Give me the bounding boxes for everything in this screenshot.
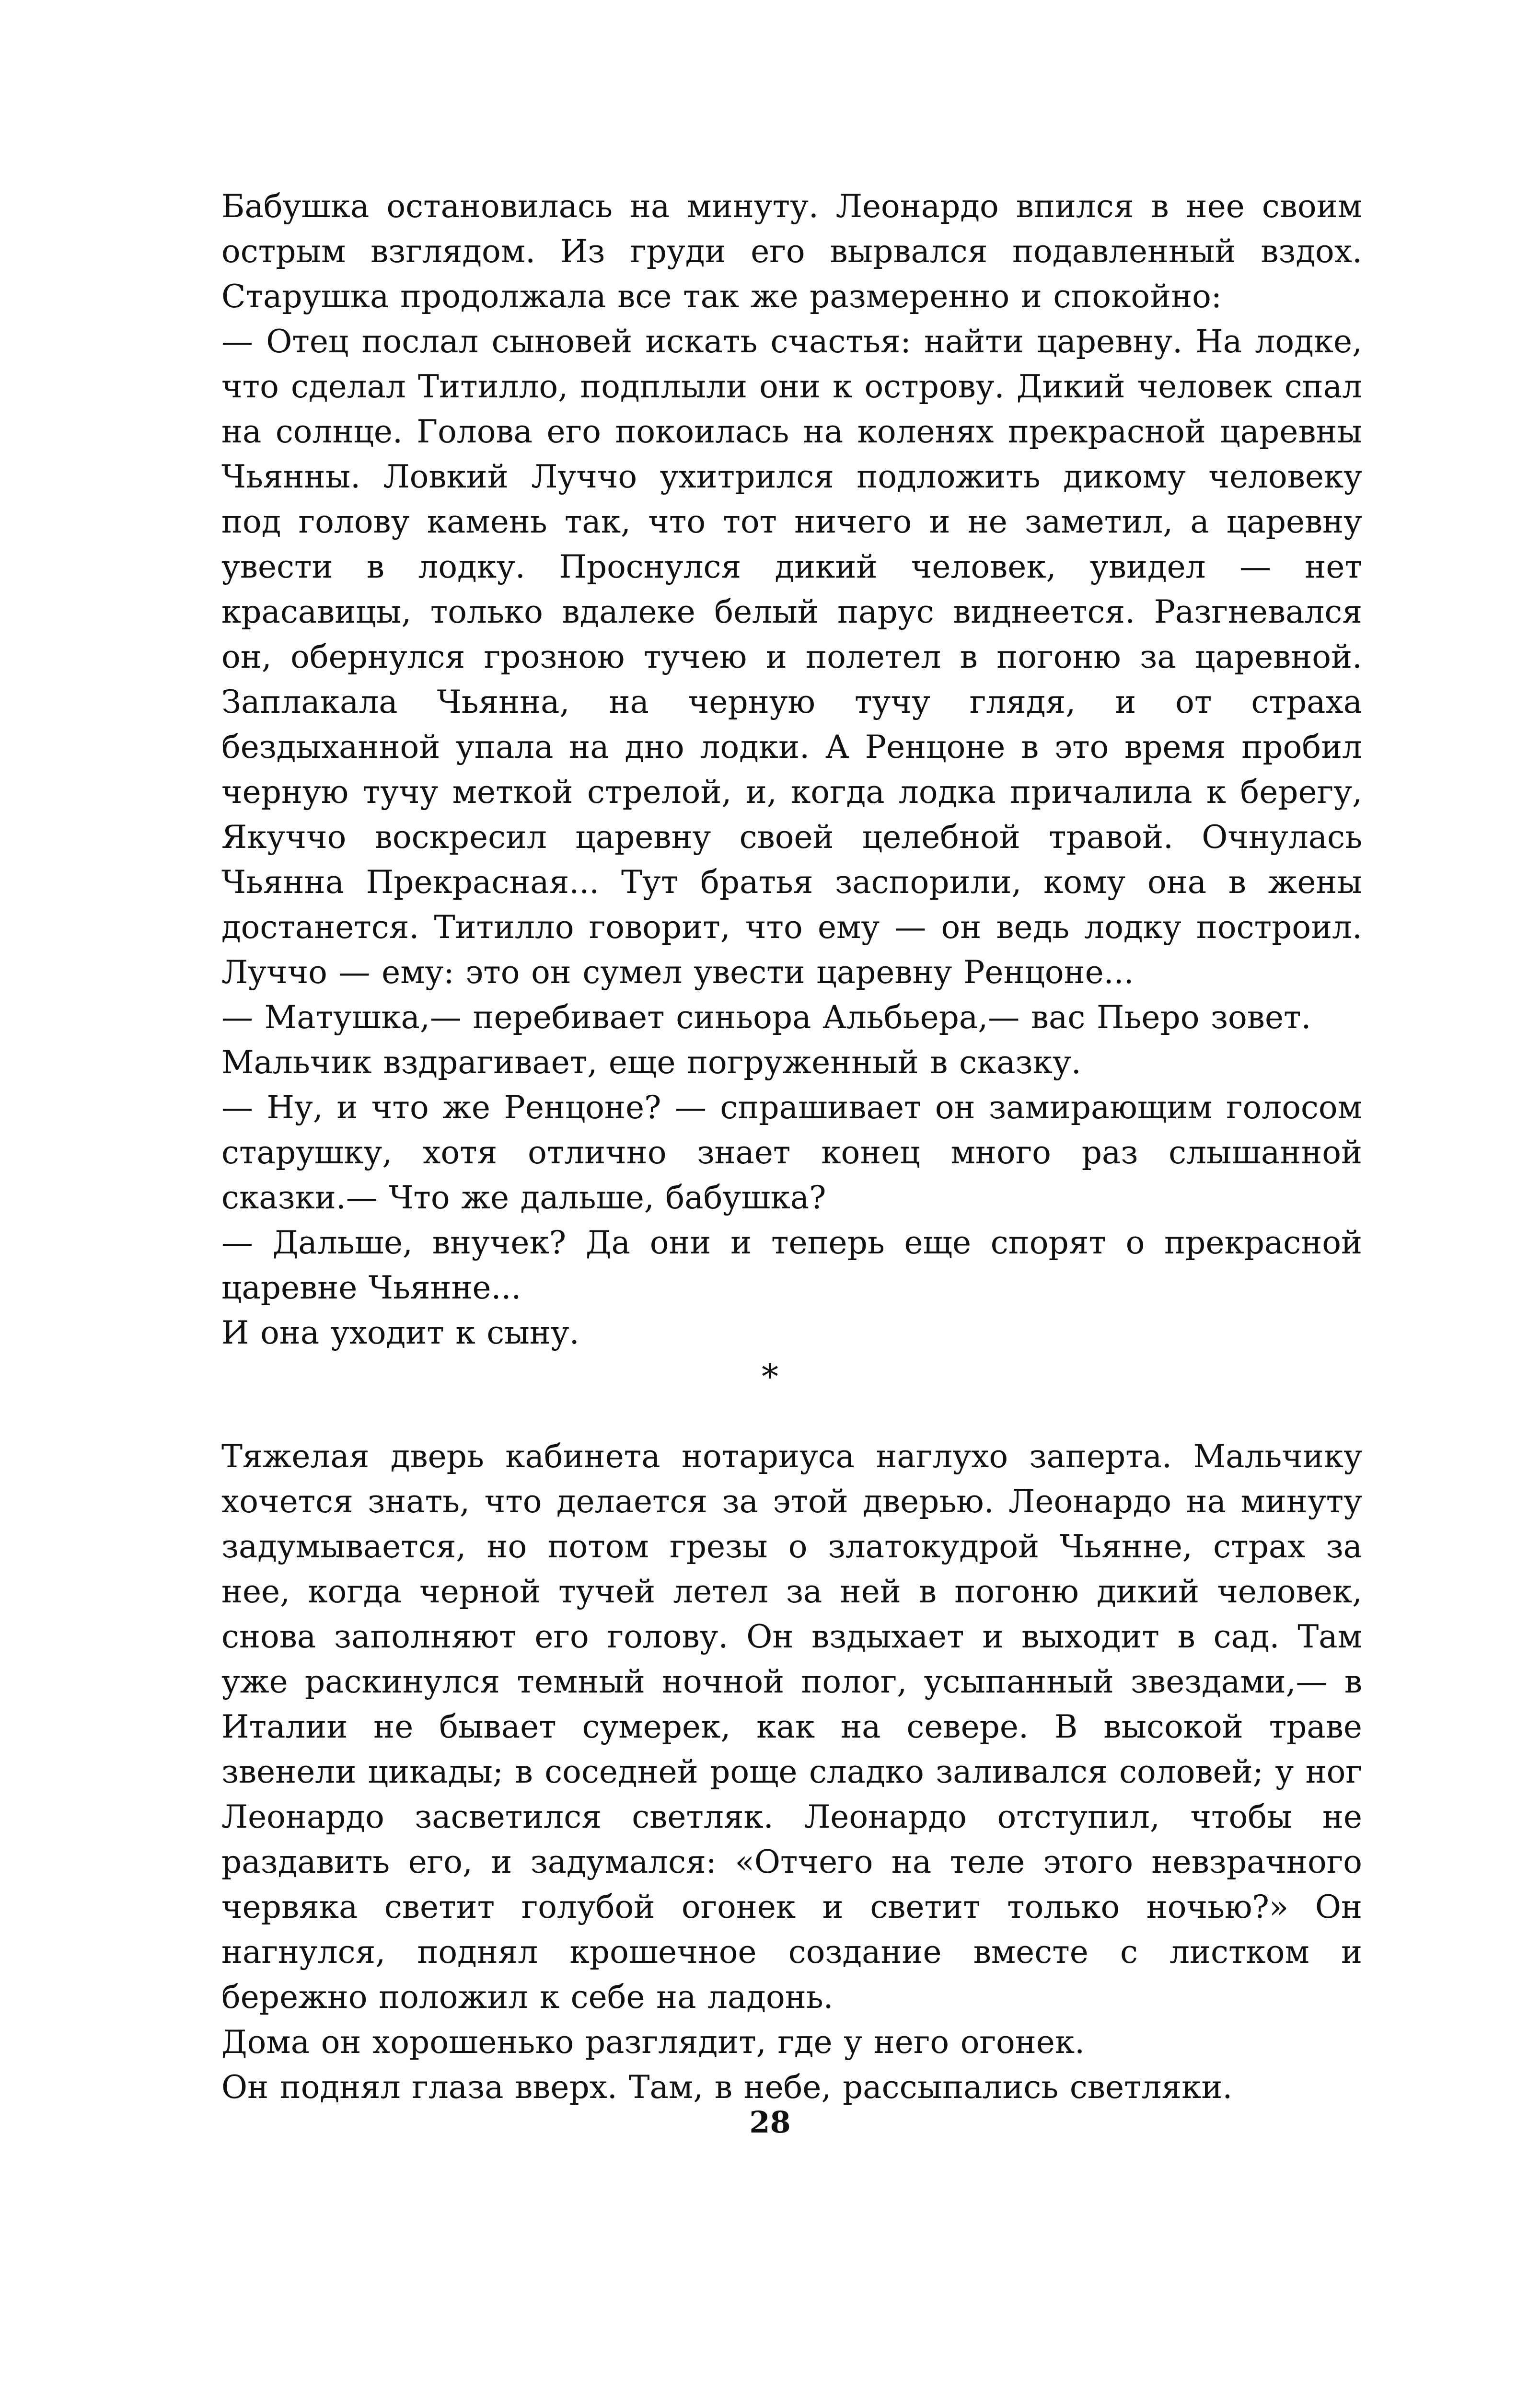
- paragraph: — Матушка,— перебивает синьора Альбьера,— вас Пьеро зовет.: [221, 999, 1311, 1036]
- page-number: 28: [749, 2105, 791, 2140]
- paragraph: — Отец послал сыновей искать счастья: найти царевну. На лодке, что сделал Титилло, подплыли они к острову. Дикий человек спал на солнце. Голова его покоилась на коленях прекрасной царевны Чьянны. Ловкий Луччо ухитрился подложить дикому человеку под голову камень так, что тот ничего и не заметил, а царевну увести в лодку. Проснулся дикий человек, увидел — нет красавицы, только вдалеке белый парус виднеется. Разгневался он, обернулся грозною тучею и полетел в погоню за царевной. Заплакала Чьянна, на черную тучу глядя, и от страха бездыханной упала на дно лодки. А Ренцоне в это время пробил черную тучу меткой стрелой, и, когда лодка причалила к берегу, Якуччо воскресил царевну своей целебной травой. Очнулась Чьянна Прекрасная... Тут братья заспорили, кому она в жены достанется. Титилло говорит, что ему — он ведь лодку построил. Луччо — ему: это он сумел увести царевну Ренцоне...: [221, 323, 1362, 991]
- paragraph: Мальчик вздрагивает, еще погруженный в сказку.: [221, 1044, 1081, 1081]
- paragraph: — Дальше, внучек? Да они и теперь еще спорят о прекрасной царевне Чьянне...: [221, 1224, 1362, 1306]
- paragraph: И она уходит к сыну.: [221, 1314, 579, 1351]
- text-section-1: [221, 184, 1362, 1356]
- paragraph: — Ну, и что же Ренцоне? — спрашивает он замирающим голосом старушку, хотя отлично знает конец много раз слышанной сказки.— Что же дальше, бабушка?: [221, 1089, 1362, 1216]
- paragraph: Тяжелая дверь кабинета нотариуса наглухо заперта. Мальчику хочется знать, что делается за этой дверью. Леонардо на минуту задумывается, но потом грезы о златокудрой Чьянне, страх за нее, когда черной тучей летел за ней в погоню дикий человек, снова заполняют его голову. Он вздыхает и выходит в сад. Там уже раскинулся темный ночной полог, усыпанный звездами,— в Италии не бывает сумерек, как на севере. В высокой траве звенели цикады; в соседней роще сладко заливался соловей; у ног Леонардо засветился светляк. Леонардо отступил, чтобы не раздавить его, и задумался: «Отчего на теле этого невзрачного червяка светит голубой огонек и светит только ночью?» Он нагнулся, поднял крошечное создание вместе с листком и бережно положил к себе на ладонь.: [221, 1438, 1362, 2016]
- text-section-2: [221, 1434, 1362, 2110]
- paragraph: Он поднял глаза вверх. Там, в небе, рассыпались светляки.: [221, 2069, 1233, 2106]
- section-separator: *: [762, 1357, 778, 1396]
- paragraph: Бабушка остановилась на минуту. Леонардо впился в нее своим острым взглядом. Из груди его вырвался подавленный вздох. Старушка продолжала все так же размеренно и спокойно:: [221, 188, 1362, 315]
- paragraph: Дома он хорошенько разглядит, где у него огонек.: [221, 2024, 1085, 2061]
